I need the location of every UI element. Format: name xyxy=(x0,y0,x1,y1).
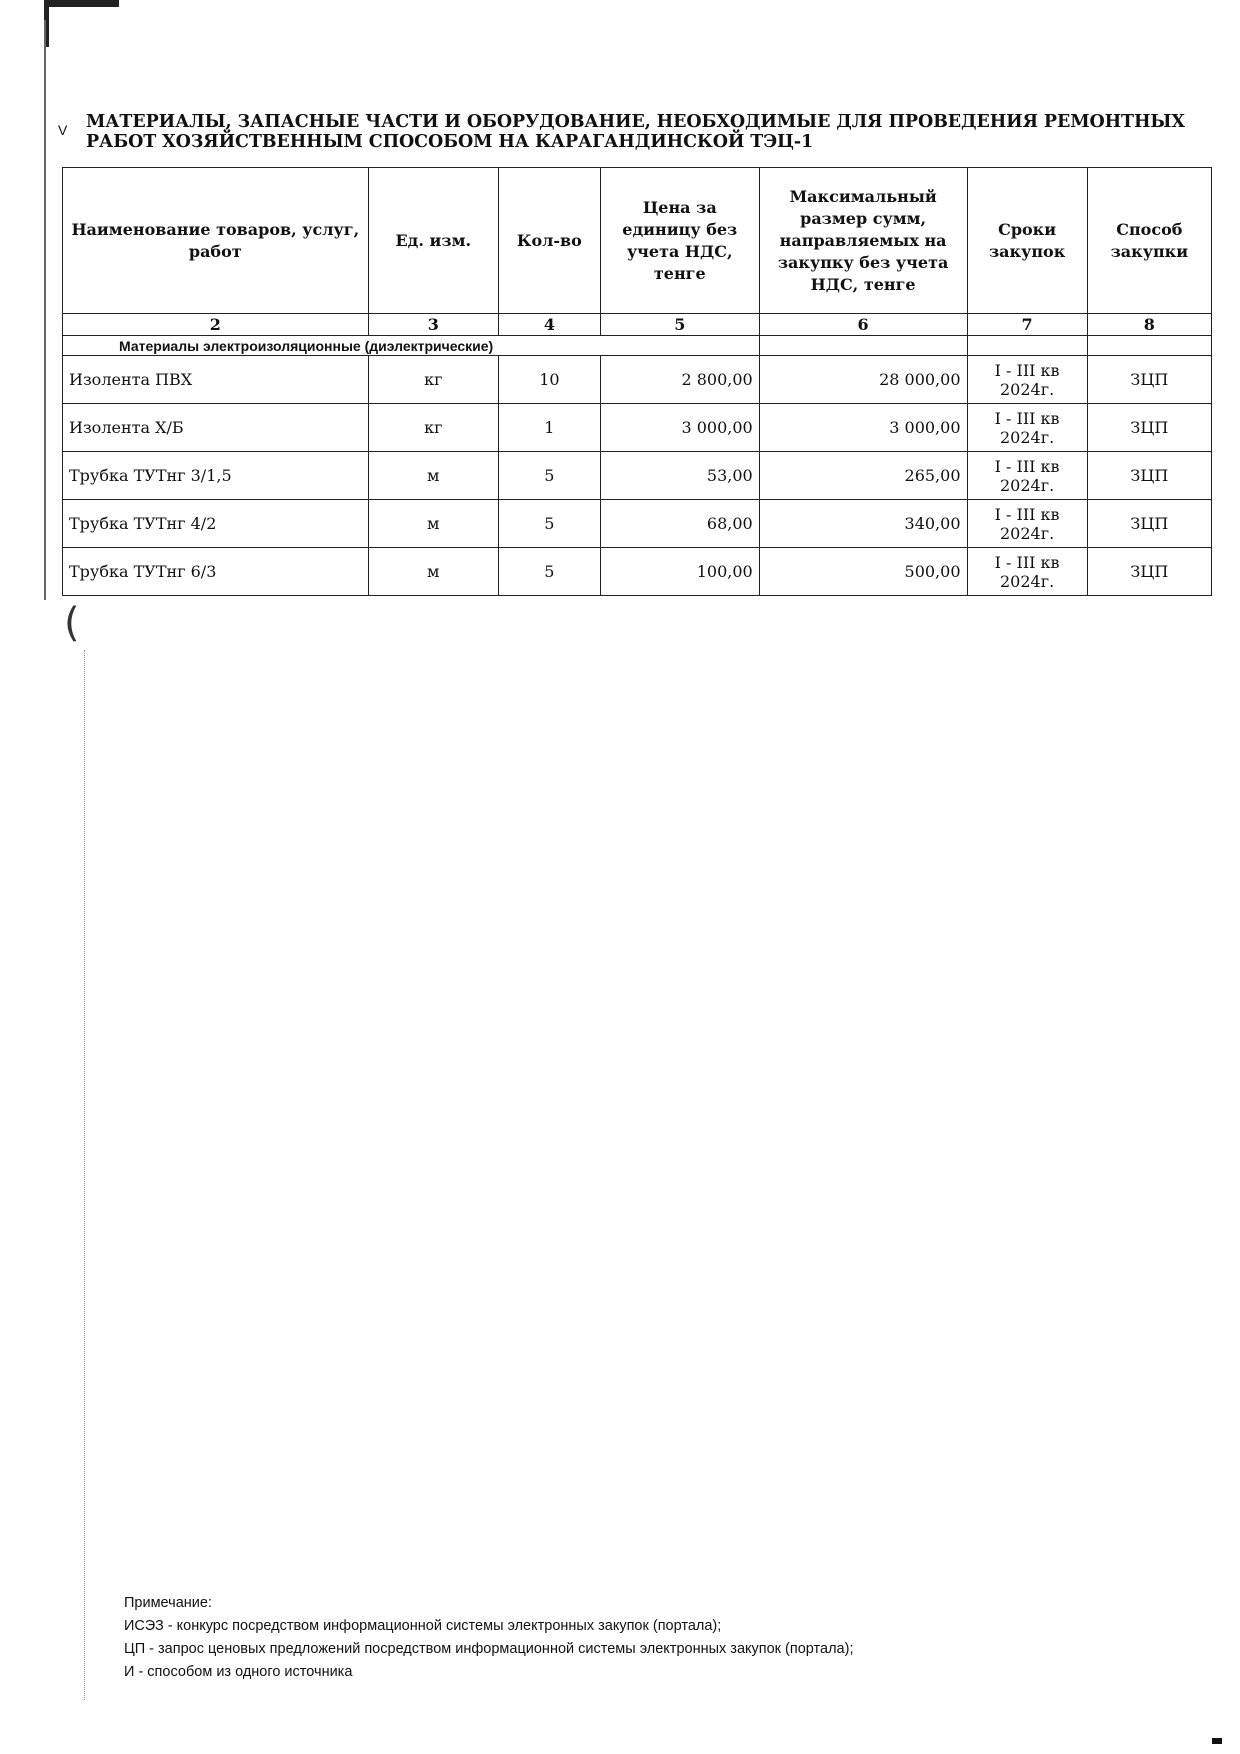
group-empty-cell xyxy=(967,336,1087,356)
item-qty: 5 xyxy=(498,500,600,548)
column-number: 4 xyxy=(498,314,600,336)
item-term: I - III кв 2024г. xyxy=(967,404,1087,452)
group-empty-cell xyxy=(759,336,967,356)
item-sum: 340,00 xyxy=(759,500,967,548)
header-unit: Ед. изм. xyxy=(368,168,498,314)
item-unit: кг xyxy=(368,404,498,452)
table-row xyxy=(63,452,1212,500)
scan-bracket-mark: ( xyxy=(64,600,80,646)
column-number: 5 xyxy=(600,314,759,336)
column-number: 2 xyxy=(63,314,369,336)
notes-block xyxy=(124,1592,853,1684)
header-name: Наименование товаров, услуг, работ xyxy=(63,168,369,314)
item-name: Изолента Х/Б xyxy=(63,404,369,452)
item-term: I - III кв 2024г. xyxy=(967,452,1087,500)
item-unit: кг xyxy=(368,356,498,404)
column-number: 8 xyxy=(1087,314,1211,336)
table-row xyxy=(63,548,1212,596)
item-qty: 1 xyxy=(498,404,600,452)
item-sum: 500,00 xyxy=(759,548,967,596)
group-row xyxy=(63,336,1212,356)
item-name: Изолента ПВХ xyxy=(63,356,369,404)
notes-line: ИСЭЗ - конкурс посредством информационной системы электронных закупок (портала); xyxy=(124,1618,722,1634)
item-qty: 5 xyxy=(498,452,600,500)
item-method: ЗЦП xyxy=(1087,452,1211,500)
group-empty-cell xyxy=(1087,336,1211,356)
item-term: I - III кв 2024г. xyxy=(967,356,1087,404)
item-unit: м xyxy=(368,548,498,596)
item-name: Трубка ТУТнг 3/1,5 xyxy=(63,452,369,500)
column-number-row xyxy=(63,314,1212,336)
item-qty: 5 xyxy=(498,548,600,596)
item-price: 53,00 xyxy=(600,452,759,500)
column-number: 3 xyxy=(368,314,498,336)
materials-table xyxy=(62,167,1212,596)
item-name: Трубка ТУТнг 4/2 xyxy=(63,500,369,548)
item-term: I - III кв 2024г. xyxy=(967,548,1087,596)
item-sum: 28 000,00 xyxy=(759,356,967,404)
item-method: ЗЦП xyxy=(1087,356,1211,404)
item-price: 2 800,00 xyxy=(600,356,759,404)
column-number: 6 xyxy=(759,314,967,336)
item-qty: 10 xyxy=(498,356,600,404)
column-number: 7 xyxy=(967,314,1087,336)
notes-line: И - способом из одного источника xyxy=(124,1664,353,1680)
item-sum: 265,00 xyxy=(759,452,967,500)
header-max-sum: Максимальный размер сумм, направляемых на закупку без учета НДС, тенге xyxy=(759,168,967,314)
table-header-row xyxy=(63,168,1212,314)
item-price: 100,00 xyxy=(600,548,759,596)
item-term: I - III кв 2024г. xyxy=(967,500,1087,548)
item-unit: м xyxy=(368,452,498,500)
item-method: ЗЦП xyxy=(1087,548,1211,596)
item-unit: м xyxy=(368,500,498,548)
document-title: МАТЕРИАЛЫ, ЗАПАСНЫЕ ЧАСТИ И ОБОРУДОВАНИЕ, НЕОБХОДИМЫЕ ДЛЯ ПРОВЕДЕНИЯ РЕМОНТНЫХ РАБОТ ХОЗЯЙСТВЕННЫМ СПОСОБОМ НА КАРАГАНДИНСКОЙ ТЭЦ-1 xyxy=(86,112,1185,152)
item-sum: 3 000,00 xyxy=(759,404,967,452)
item-price: 3 000,00 xyxy=(600,404,759,452)
table-row xyxy=(63,404,1212,452)
scan-left-edge xyxy=(44,20,56,600)
notes-heading: Примечание: xyxy=(124,1595,212,1611)
notes-line: ЦП - запрос ценовых предложений посредством информационной системы электронных закупок (портала); xyxy=(124,1641,854,1657)
scan-dot-trail xyxy=(84,650,87,1700)
scan-corner-dot xyxy=(1212,1738,1222,1744)
header-terms: Сроки закупок xyxy=(967,168,1087,314)
item-method: ЗЦП xyxy=(1087,500,1211,548)
section-number: V xyxy=(58,122,68,138)
item-method: ЗЦП xyxy=(1087,404,1211,452)
item-name: Трубка ТУТнг 6/3 xyxy=(63,548,369,596)
header-qty: Кол-во xyxy=(498,168,600,314)
group-title: Материалы электроизоляционные (диэлектрические) xyxy=(63,336,760,356)
table-row xyxy=(63,356,1212,404)
table-row xyxy=(63,500,1212,548)
item-price: 68,00 xyxy=(600,500,759,548)
header-unit-price: Цена за единицу без учета НДС, тенге xyxy=(600,168,759,314)
header-method: Способ закупки xyxy=(1087,168,1211,314)
